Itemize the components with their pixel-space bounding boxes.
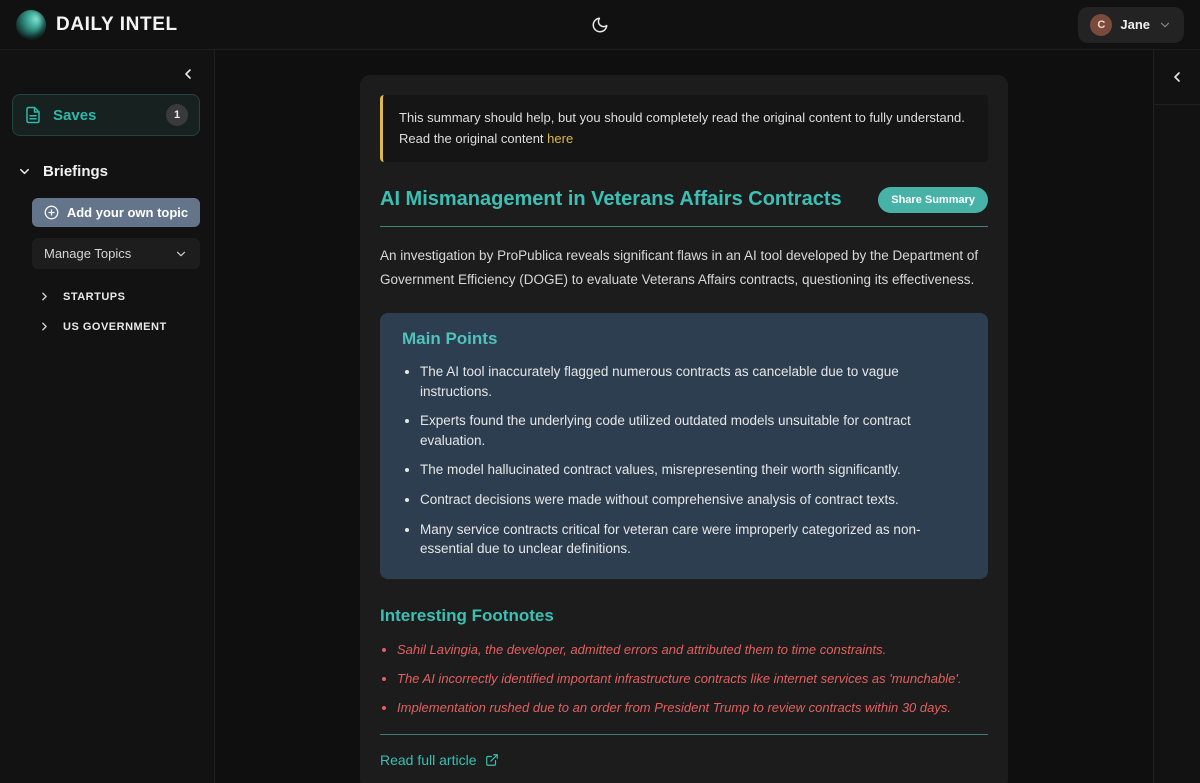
brand[interactable]	[16, 10, 178, 40]
theme-toggle-button[interactable]	[585, 10, 615, 40]
saves-count-badge: 1	[166, 104, 188, 126]
footnote-item: • The AI incorrectly identified important infrastructure contracts like internet services as 'munchable'.	[397, 670, 988, 688]
sidebar-item-us-government[interactable]	[38, 320, 200, 333]
main-point-item: • The AI tool inaccurately flagged numerous contracts as cancelable due to vague instructions.	[420, 362, 966, 401]
topics-list	[38, 290, 200, 333]
sidebar-item-saves[interactable]	[12, 94, 200, 136]
topic-label: STARTUPS	[63, 290, 126, 303]
briefings-label: Briefings	[43, 163, 109, 180]
right-panel-collapse-button[interactable]	[1167, 67, 1187, 87]
chevron-left-icon	[1169, 69, 1185, 85]
left-sidebar	[0, 50, 215, 783]
briefings-section-toggle[interactable]	[12, 163, 200, 180]
document-icon	[24, 106, 42, 124]
card-divider	[380, 734, 988, 735]
footnotes-heading: Interesting Footnotes	[380, 605, 554, 625]
main-point-item: • Contract decisions were made without comprehensive analysis of contract texts.	[420, 490, 966, 510]
chevron-left-icon	[180, 66, 196, 82]
chevron-down-icon	[174, 247, 188, 261]
title-row	[380, 187, 988, 227]
saves-label: Saves	[53, 106, 97, 124]
brand-logo-icon	[16, 10, 46, 40]
chevron-right-icon	[38, 290, 51, 303]
footnote-item: • Sahil Lavingia, the developer, admitted errors and attributed them to time constraints.	[397, 641, 988, 659]
sidebar-collapse-row	[12, 58, 200, 94]
notice-text-line2: Read the original content	[399, 131, 544, 147]
manage-topics-label: Manage Topics	[44, 246, 132, 261]
app-header	[0, 0, 1200, 50]
share-summary-button[interactable]: Share Summary	[878, 187, 988, 213]
summary-notice	[380, 95, 988, 162]
main-point-item: • Experts found the underlying code utilized outdated models unsuitable for contract evaluation.	[420, 411, 966, 450]
brand-name: DAILY INTEL	[56, 13, 178, 35]
app-body	[0, 50, 1200, 783]
original-content-link[interactable]: here	[547, 131, 574, 147]
notice-text-line1: This summary should help, but you should completely read the original content to fully understand.	[399, 110, 965, 125]
summary-description: An investigation by ProPublica reveals significant flaws in an AI tool developed by the Department of Government Efficiency (DOGE) to evaluate Veterans Affairs contracts, questioning its effectiveness.	[380, 247, 979, 287]
footnotes-list	[380, 641, 988, 718]
moon-icon	[591, 16, 609, 34]
footnote-item: • Implementation rushed due to an order from President Trump to review contracts within 30 days.	[397, 699, 988, 717]
right-panel	[1153, 50, 1200, 783]
topic-label: US GOVERNMENT	[63, 320, 167, 333]
main-points-heading: Main Points	[402, 329, 498, 349]
main-points-section	[380, 313, 988, 579]
sidebar-collapse-button[interactable]	[178, 64, 198, 84]
main-point-item: • The model hallucinated contract values, misrepresenting their worth significantly.	[420, 460, 966, 480]
user-menu-button[interactable]	[1078, 7, 1184, 43]
chevron-down-icon	[17, 164, 32, 179]
main-points-list	[402, 362, 966, 559]
main-point-item: • Many service contracts critical for veteran care were improperly categorized as non-essential due to unclear definitions.	[420, 520, 966, 559]
read-link-label: Read full article	[380, 752, 477, 769]
chevron-right-icon	[38, 320, 51, 333]
summary-card	[360, 75, 1008, 783]
sidebar-item-startups[interactable]	[38, 290, 200, 303]
right-panel-header	[1154, 50, 1200, 105]
user-name: Jane	[1120, 17, 1150, 32]
main-area	[215, 50, 1153, 783]
add-topic-button[interactable]	[32, 198, 200, 227]
plus-circle-icon	[44, 205, 59, 220]
chevron-down-icon	[1158, 18, 1172, 32]
avatar: C	[1090, 14, 1112, 36]
add-topic-label: Add your own topic	[66, 205, 189, 220]
read-full-article-link[interactable]	[380, 752, 499, 768]
external-link-icon	[485, 753, 499, 767]
page-title: AI Mismanagement in Veterans Affairs Contracts	[380, 188, 842, 211]
manage-topics-dropdown[interactable]	[32, 238, 200, 269]
